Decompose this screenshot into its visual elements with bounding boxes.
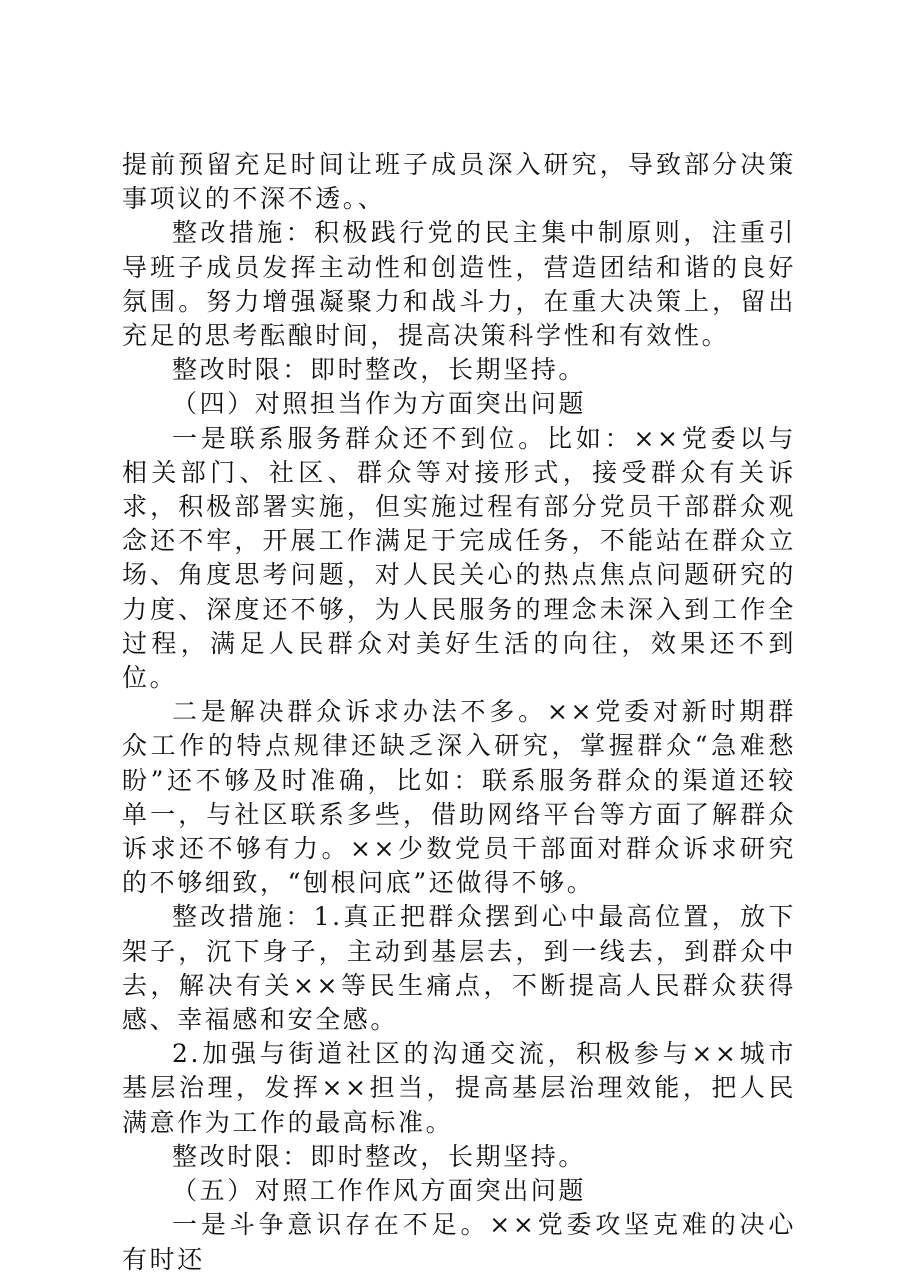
paragraph-rectification-deadline: 整改时限：即时整改，长期坚持。 <box>172 355 587 385</box>
paragraph-decision-issue: 提前预留充足时间让班子成员深入研究，导致部分决策事项议的不深不透。、 <box>122 150 796 214</box>
paragraph-issue-1-serving-masses: 一是联系服务群众还不到位。比如：××党委以与相关部门、社区、群众等对接形式，接受群众有关诉求，积极部署实施，但实施过程有部分党员干部群众观念还不牢，开展工作满足于完成任务，不能站在群众立场、角度思考问题，对人民关心的热点焦点问题研究的力度、深度还不够，为人民服务的理念未深入到工作全过程，满足人民群众对美好生活的向往，效果还不到位。 <box>122 423 796 693</box>
paragraph-measure-2: 2.加强与街道社区的沟通交流，积极参与××城市基层治理，发挥××担当，提高基层治理效能，把人民满意作为工作的最高标准。 <box>122 1039 796 1137</box>
paragraph-issue-2-solving-demands: 二是解决群众诉求办法不多。××党委对新时期群众工作的特点规律还缺乏深入研究，掌握群众“急难愁盼”还不够及时准确，比如：联系服务群众的渠道还较单一，与社区联系多些，借助网络平台等方面了解群众诉求还不够有力。××少数党员干部面对群众诉求研究的不够细致，“刨根问底”还做得不够。 <box>122 697 796 898</box>
paragraph-measure-1: 整改措施：1.真正把群众摆到心中最高位置，放下架子，沉下身子，主动到基层去，到一线去，到群众中去，解决有关××等民生痛点，不断提高人民群众获得感、幸福感和安全感。 <box>122 902 796 1035</box>
document-body <box>122 148 796 1277</box>
paragraph-rectification-deadline-2: 整改时限：即时整改，长期坚持。 <box>172 1141 587 1171</box>
section-heading-4: （四）对照担当作为方面突出问题 <box>172 389 587 419</box>
section-heading-5: （五）对照工作作风方面突出问题 <box>172 1176 587 1206</box>
paragraph-rectification-measures: 整改措施：积极践行党的民主集中制原则，注重引导班子成员发挥主动性和创造性，营造团结和谐的良好氛围。努力增强凝聚力和战斗力，在重大决策上，留出充足的思考酝酿时间，提高决策科学性和有效性。 <box>122 218 796 351</box>
paragraph-struggle-awareness: 一是斗争意识存在不足。××党委攻坚克难的决心有时还 <box>122 1210 796 1274</box>
